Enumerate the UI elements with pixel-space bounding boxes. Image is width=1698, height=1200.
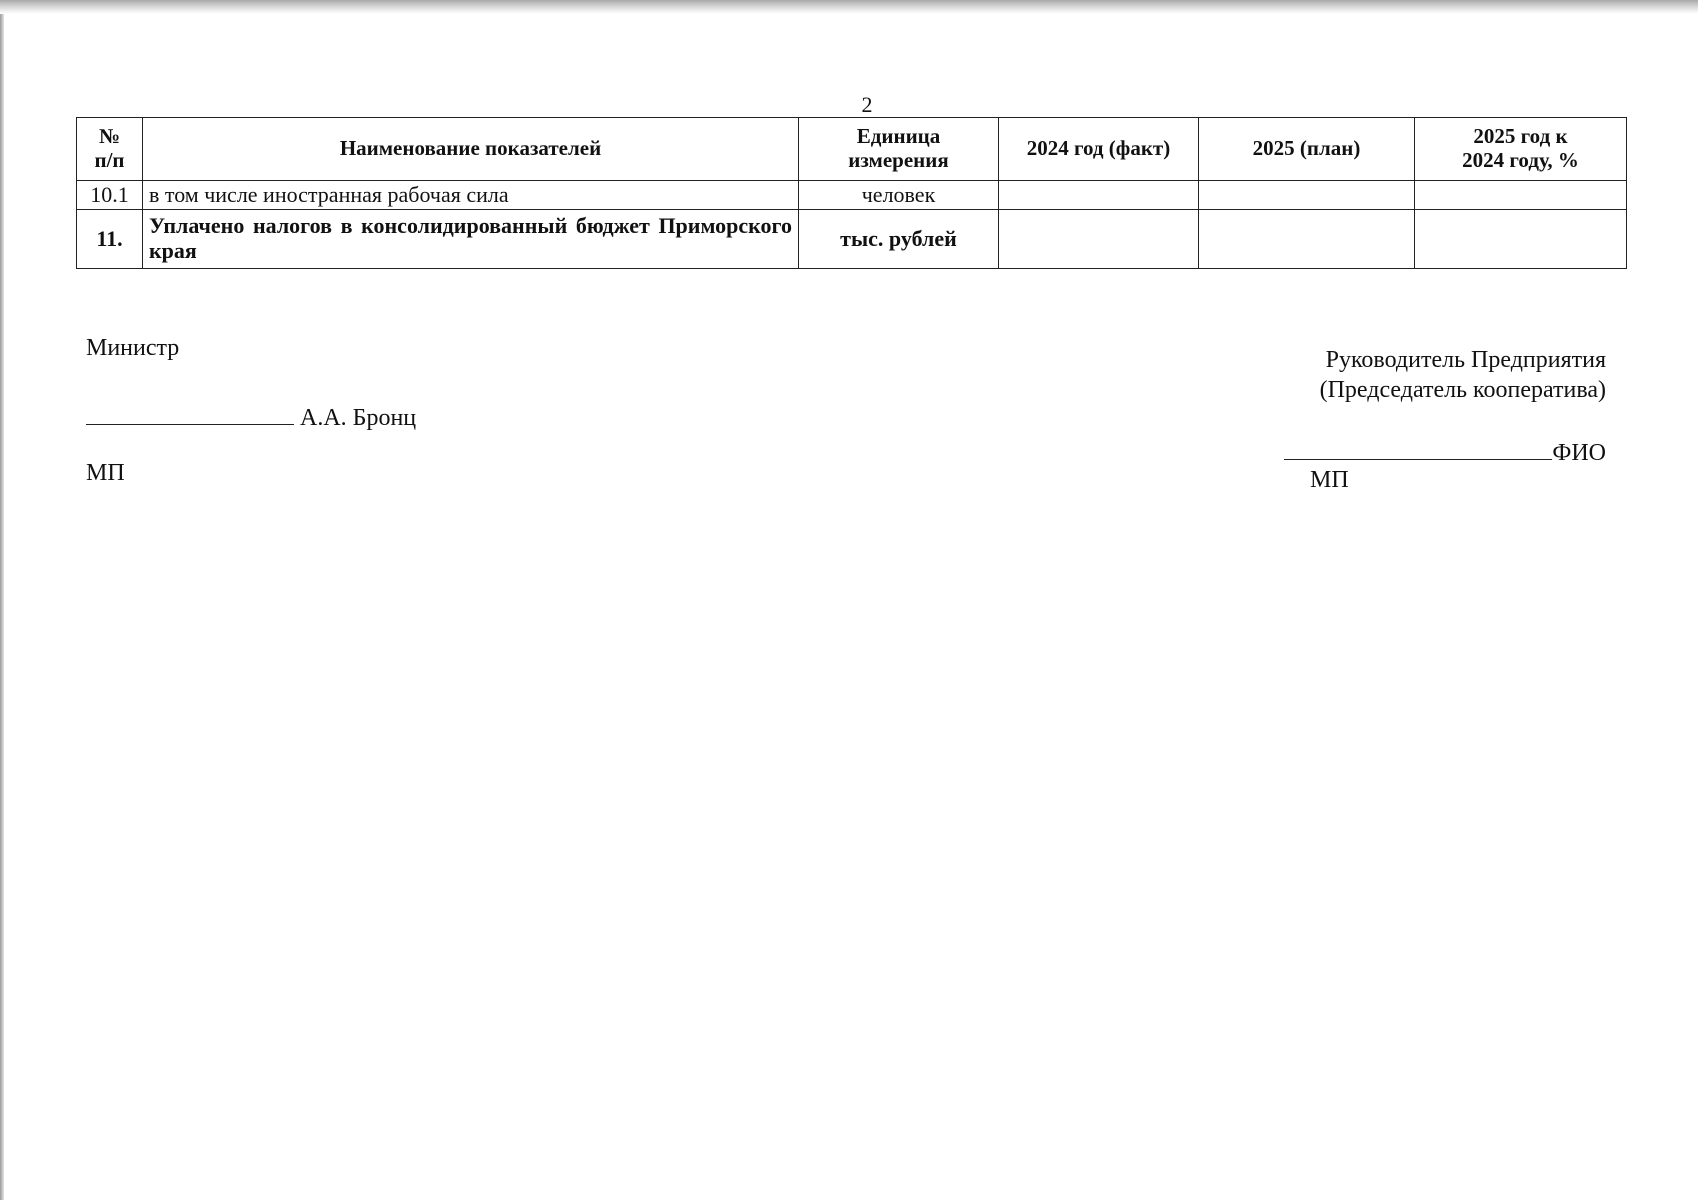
row-unit: тыс. рублей: [799, 210, 999, 269]
director-title-line1: Руководитель Предприятия: [1325, 347, 1606, 373]
header-unit-line2: измерения: [848, 148, 949, 172]
row-indicator-name: в том числе иностранная рабочая сила: [143, 181, 799, 210]
header-number-line1: №: [98, 124, 121, 149]
minister-signature-line: [86, 402, 294, 425]
row-2024-fact-cell: [999, 210, 1199, 269]
minister-name: А.А. Бронц: [300, 405, 417, 431]
table-row: [77, 210, 1627, 269]
director-name: ФИО: [1552, 440, 1606, 466]
scan-edge-top: [0, 0, 1698, 14]
row-number: 10.1: [77, 181, 143, 210]
row-ratio-cell: [1415, 210, 1627, 269]
director-signature-line: [1284, 437, 1552, 460]
row-number: 11.: [77, 210, 143, 269]
row-indicator-name: Уплачено налогов в консолидированный бюджет Приморского края: [143, 210, 799, 269]
minister-signature-block: [86, 402, 416, 432]
table-header-row: [77, 118, 1627, 181]
row-unit: человек: [799, 181, 999, 210]
director-stamp-mark: МП: [1310, 467, 1349, 493]
table-row: [77, 181, 1627, 210]
header-number: [77, 118, 143, 181]
header-2024-fact: 2024 год (факт): [999, 118, 1199, 181]
row-ratio-cell: [1415, 181, 1627, 210]
director-signature-block: [1284, 437, 1606, 467]
page-number: 2: [861, 92, 873, 117]
header-indicator-name: Наименование показателей: [143, 118, 799, 181]
header-unit: [799, 118, 999, 181]
minister-stamp-mark: МП: [86, 460, 125, 486]
row-2024-fact-cell: [999, 181, 1199, 210]
header-ratio: [1415, 118, 1627, 181]
row-2025-plan-cell: [1199, 210, 1415, 269]
header-ratio-line1: 2025 год к: [1473, 124, 1568, 149]
minister-title: Министр: [86, 335, 180, 361]
row-2025-plan-cell: [1199, 181, 1415, 210]
indicators-table: [76, 117, 1627, 269]
header-ratio-line2: 2024 году, %: [1462, 148, 1579, 172]
header-2025-plan: 2025 (план): [1199, 118, 1415, 181]
header-unit-line1: Единица: [856, 124, 941, 149]
scan-edge-left: [0, 14, 4, 1200]
header-number-line2: п/п: [94, 148, 125, 172]
director-title-line2: (Председатель кооператива): [1319, 377, 1606, 403]
